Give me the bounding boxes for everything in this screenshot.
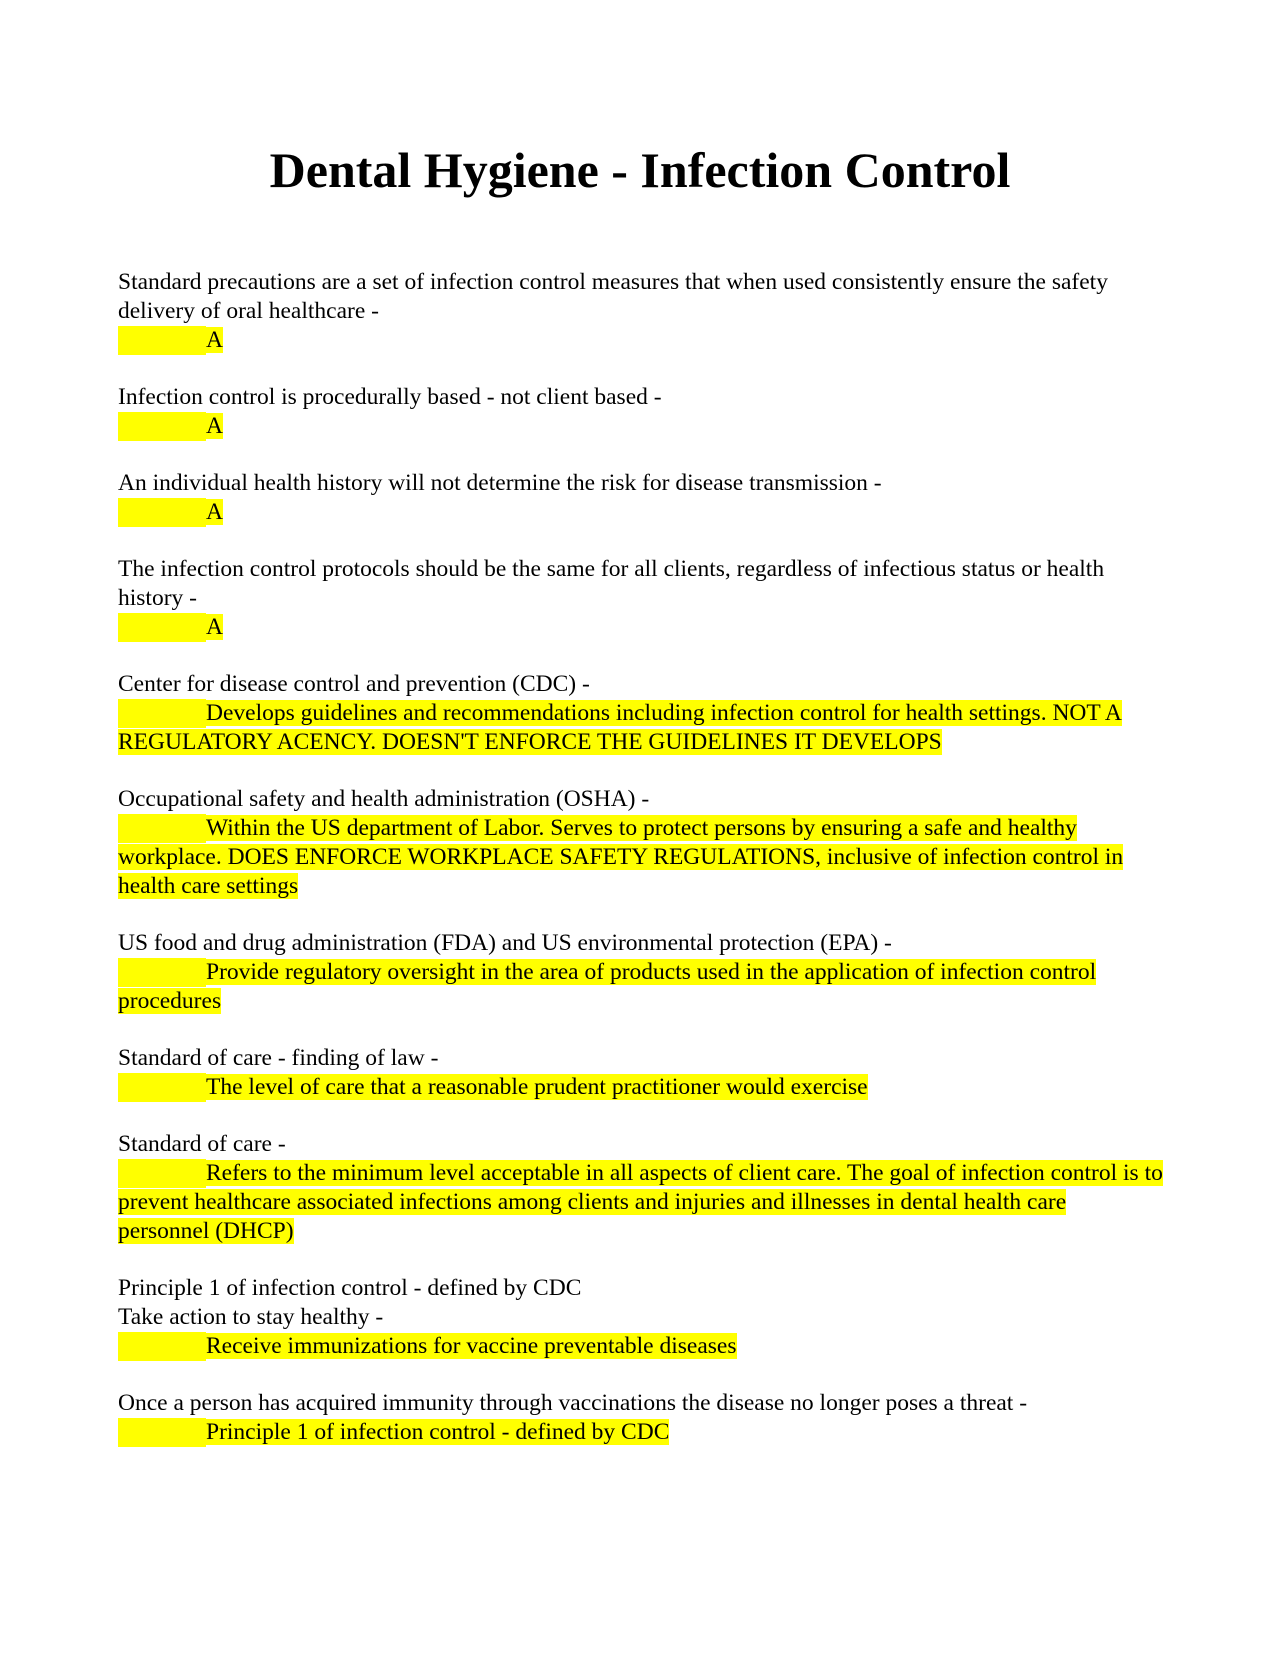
flashcard-entry (118, 1274, 1163, 1361)
flashcard-answer: A (206, 499, 223, 525)
flashcard-answer: Develops guidelines and recommendations including infection control for health settings. NOT A REGULATORY ACENCY. DOESN'T ENFORCE THE GUIDELINES IT DEVELOPS (118, 700, 1122, 755)
flashcard-entry (118, 383, 1163, 441)
flashcard-term: An individual health history will not determine the risk for disease transmission - (118, 470, 882, 496)
highlight-indent (118, 613, 206, 642)
flashcard-answer-line (118, 958, 1163, 1016)
flashcard-term: Occupational safety and health administration (OSHA) - (118, 786, 650, 812)
highlight-indent (118, 699, 206, 728)
flashcard-term: Standard of care - finding of law - (118, 1045, 439, 1071)
flashcard-term: Once a person has acquired immunity through vaccinations the disease no longer poses a threat - (118, 1390, 1028, 1416)
highlight-indent (118, 1418, 206, 1447)
flashcard-term: Center for disease control and prevention (CDC) - (118, 671, 590, 697)
flashcard-answer: Refers to the minimum level acceptable in all aspects of client care. The goal of infection control is to prevent healthcare associated infections among clients and injuries and illnesses in dental health care personnel (DHCP) (118, 1160, 1163, 1244)
flashcard-answer-line (118, 498, 1163, 527)
highlight-indent (118, 326, 206, 355)
flashcard-answer-line (118, 1159, 1163, 1246)
highlight-indent (118, 814, 206, 843)
flashcard-answer-line (118, 613, 1163, 642)
flashcard-answer: A (206, 614, 223, 640)
flashcard-term: Standard precautions are a set of infection control measures that when used consistently ensure the safety delivery of oral healthcare - (118, 269, 1114, 324)
highlight-indent (118, 1332, 206, 1361)
flashcard-entry (118, 929, 1163, 1016)
flashcard-entry (118, 785, 1163, 901)
flashcard-entry (118, 1389, 1163, 1447)
flashcard-term: US food and drug administration (FDA) and US environmental protection (EPA) - (118, 930, 892, 956)
highlight-indent (118, 1159, 206, 1188)
flashcard-answer-line (118, 699, 1163, 757)
flashcard-list (118, 268, 1163, 1475)
flashcard-entry (118, 670, 1163, 757)
flashcard-entry (118, 555, 1163, 642)
flashcard-entry (118, 469, 1163, 527)
highlight-indent (118, 412, 206, 441)
flashcard-answer-line (118, 326, 1163, 355)
flashcard-answer: Principle 1 of infection control - defined by CDC (206, 1419, 670, 1445)
flashcard-term: Infection control is procedurally based - not client based - (118, 384, 662, 410)
highlight-indent (118, 498, 206, 527)
flashcard-answer: Within the US department of Labor. Serves to protect persons by ensuring a safe and healthy workplace. DOES ENFORCE WORKPLACE SAFETY REGULATIONS, inclusive of infection control in health care settings (118, 815, 1124, 899)
flashcard-entry (118, 1130, 1163, 1246)
flashcard-answer-line (118, 814, 1163, 901)
highlight-indent (118, 958, 206, 987)
flashcard-answer: A (206, 327, 223, 353)
flashcard-answer-line (118, 1418, 1163, 1447)
highlight-indent (118, 1073, 206, 1102)
flashcard-entry (118, 268, 1163, 355)
flashcard-answer-line (118, 1073, 1163, 1102)
flashcard-answer: Provide regulatory oversight in the area of products used in the application of infection control procedures (118, 959, 1097, 1014)
flashcard-term: Standard of care - (118, 1131, 286, 1157)
flashcard-term: Principle 1 of infection control - defined by CDC Take action to stay healthy - (118, 1275, 582, 1330)
flashcard-answer-line (118, 1332, 1163, 1361)
flashcard-answer: Receive immunizations for vaccine preventable diseases (206, 1333, 737, 1359)
flashcard-answer: A (206, 413, 223, 439)
flashcard-term: The infection control protocols should be the same for all clients, regardless of infectious status or health history - (118, 556, 1110, 611)
flashcard-entry (118, 1044, 1163, 1102)
document-title: Dental Hygiene - Infection Control (269, 142, 1011, 198)
flashcard-answer-line (118, 412, 1163, 441)
flashcard-answer: The level of care that a reasonable prudent practitioner would exercise (206, 1074, 868, 1100)
